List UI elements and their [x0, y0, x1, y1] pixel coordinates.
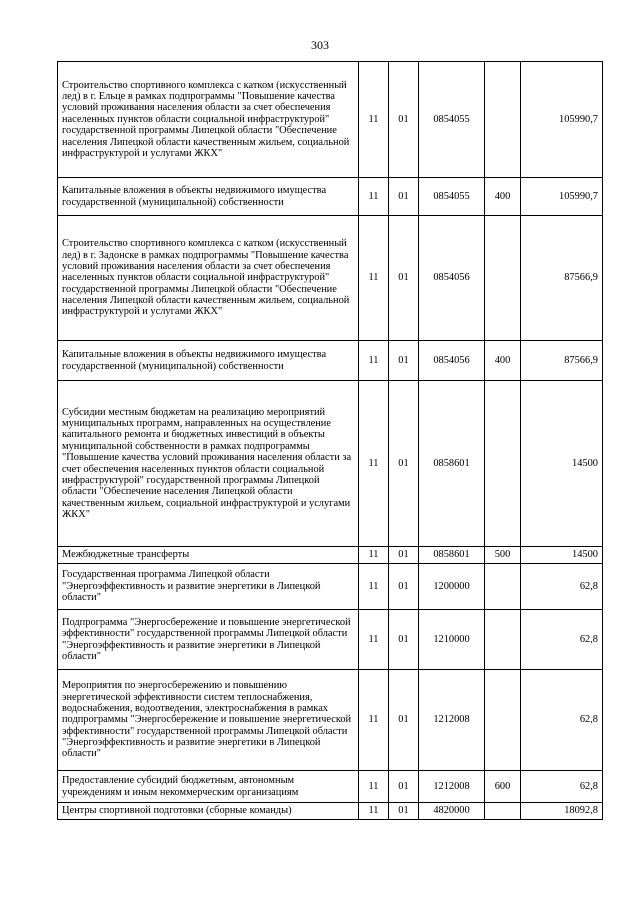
row-amount: 105990,7 — [521, 62, 603, 178]
row-subsection: 01 — [389, 216, 419, 341]
row-section: 11 — [359, 670, 389, 771]
row-expense-type — [485, 381, 521, 547]
table-row — [58, 670, 603, 771]
table-row — [58, 803, 603, 820]
row-section: 11 — [359, 341, 389, 381]
budget-table-body — [58, 62, 603, 820]
table-row — [58, 178, 603, 216]
table-row — [58, 62, 603, 178]
row-subsection: 01 — [389, 803, 419, 820]
row-target-code: 1212008 — [419, 771, 485, 803]
row-expense-type — [485, 564, 521, 610]
table-row — [58, 547, 603, 564]
row-section: 11 — [359, 803, 389, 820]
row-amount: 62,8 — [521, 564, 603, 610]
row-target-code: 1212008 — [419, 670, 485, 771]
row-name: Капитальные вложения в объекты недвижимого имущества государственной (муниципальной) собственности — [58, 178, 359, 216]
row-target-code: 0854056 — [419, 216, 485, 341]
page-number: 303 — [311, 38, 329, 52]
row-target-code: 0858601 — [419, 547, 485, 564]
row-name: Центры спортивной подготовки (сборные команды) — [58, 803, 359, 820]
row-amount: 62,8 — [521, 771, 603, 803]
table-row — [58, 216, 603, 341]
row-subsection: 01 — [389, 381, 419, 547]
row-amount: 14500 — [521, 381, 603, 547]
row-name: Предоставление субсидий бюджетным, автономным учреждениям и иным некоммерческим организациям — [58, 771, 359, 803]
row-section: 11 — [359, 771, 389, 803]
row-section: 11 — [359, 216, 389, 341]
row-subsection: 01 — [389, 610, 419, 670]
row-amount: 14500 — [521, 547, 603, 564]
row-section: 11 — [359, 610, 389, 670]
budget-table — [57, 61, 603, 820]
row-target-code: 1200000 — [419, 564, 485, 610]
row-name: Государственная программа Липецкой области "Энергоэффективность и развитие энергетики в Липецкой области" — [58, 564, 359, 610]
row-subsection: 01 — [389, 564, 419, 610]
row-amount: 105990,7 — [521, 178, 603, 216]
row-expense-type — [485, 670, 521, 771]
row-target-code: 0854056 — [419, 341, 485, 381]
row-section: 11 — [359, 381, 389, 547]
row-section: 11 — [359, 547, 389, 564]
row-name: Строительство спортивного комплекса с катком (искусственный лед) в г. Задонске в рамках подпрограммы "Повышение качества условий проживания населения области за счет обеспечения населенных пунктов области социальной инфраструктурой" государственной программы Липецкой области "Обеспечение населения Липецкой области качественным жильем, социальной инфраструктурой и услугами ЖКХ" — [58, 216, 359, 341]
row-expense-type — [485, 216, 521, 341]
row-subsection: 01 — [389, 62, 419, 178]
row-subsection: 01 — [389, 771, 419, 803]
row-amount: 62,8 — [521, 670, 603, 771]
row-amount: 87566,9 — [521, 341, 603, 381]
row-expense-type — [485, 62, 521, 178]
row-amount: 18092,8 — [521, 803, 603, 820]
row-target-code: 4820000 — [419, 803, 485, 820]
table-row — [58, 381, 603, 547]
row-expense-type: 500 — [485, 547, 521, 564]
table-row — [58, 610, 603, 670]
row-subsection: 01 — [389, 341, 419, 381]
row-section: 11 — [359, 178, 389, 216]
row-name: Мероприятия по энергосбережению и повышению энергетической эффективности систем теплоснабжения, водоснабжения, водоотведения, электроснабжения в рамках подпрограммы "Энергосбережение и повышение энергетической эффективности" государственной программы Липецкой области "Энергоэффективность и развитие энергетики в Липецкой области" — [58, 670, 359, 771]
row-subsection: 01 — [389, 178, 419, 216]
row-expense-type: 400 — [485, 341, 521, 381]
table-row — [58, 771, 603, 803]
row-name: Подпрограмма "Энергосбережение и повышение энергетической эффективности" государственной программы Липецкой области "Энергоэффективность и развитие энергетики в Липецкой области" — [58, 610, 359, 670]
table-row — [58, 564, 603, 610]
row-subsection: 01 — [389, 670, 419, 771]
row-amount: 62,8 — [521, 610, 603, 670]
row-target-code: 1210000 — [419, 610, 485, 670]
row-target-code: 0858601 — [419, 381, 485, 547]
row-expense-type — [485, 610, 521, 670]
row-expense-type: 600 — [485, 771, 521, 803]
row-expense-type — [485, 803, 521, 820]
row-target-code: 0854055 — [419, 178, 485, 216]
row-name: Капитальные вложения в объекты недвижимого имущества государственной (муниципальной) собственности — [58, 341, 359, 381]
row-section: 11 — [359, 62, 389, 178]
row-name: Субсидии местным бюджетам на реализацию мероприятий муниципальных программ, направленных на осуществление капитального ремонта и бюджетных инвестиций в объекты муниципальной собственности в рамках подпрограммы "Повышение качества условий проживания населения области за счет обеспечения населенных пунктов области социальной инфраструктурой" государственной программы Липецкой области "Обеспечение населения Липецкой области качественным жильем, социальной инфраструктурой и услугами ЖКХ" — [58, 381, 359, 547]
row-expense-type: 400 — [485, 178, 521, 216]
row-name: Строительство спортивного комплекса с катком (искусственный лед) в г. Ельце в рамках подпрограммы "Повышение качества условий проживания населения области за счет обеспечения населенных пунктов области социальной инфраструктурой" государственной программы Липецкой области "Обеспечение населения Липецкой области качественным жильем, социальной инфраструктурой и услугами ЖКХ" — [58, 62, 359, 178]
row-section: 11 — [359, 564, 389, 610]
row-subsection: 01 — [389, 547, 419, 564]
row-target-code: 0854055 — [419, 62, 485, 178]
row-name: Межбюджетные трансферты — [58, 547, 359, 564]
row-amount: 87566,9 — [521, 216, 603, 341]
table-row — [58, 341, 603, 381]
